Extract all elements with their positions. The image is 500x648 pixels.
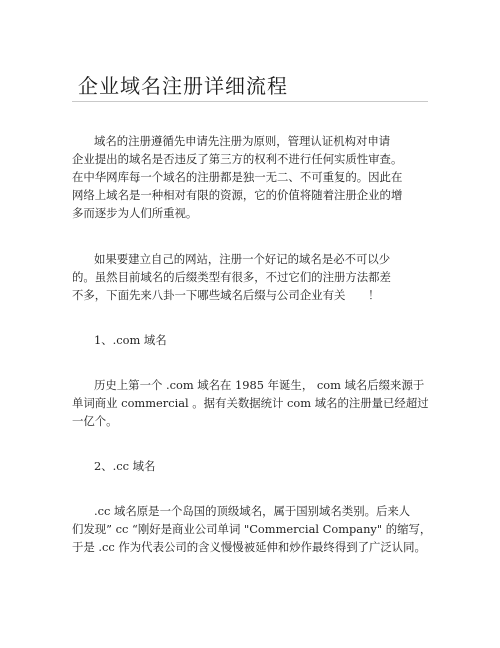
paragraph-line: 们发现” cc “刚好是商业公司单词 "Commercial Company" 的缩写，	[72, 522, 432, 536]
paragraph-website-domain-intro	[72, 250, 428, 304]
paragraph-line: 的。虽然目前域名的后缀类型有很多，不过它们的注册方法都差	[72, 270, 391, 284]
paragraph-line: 于是 .cc 作为代表公司的含义慢慢被延伸和炒作最终得到了广泛认同。	[72, 540, 426, 554]
paragraph-line: 多而逐步为人们所重视。	[72, 206, 198, 220]
paragraph-line: 一亿个。	[72, 414, 118, 428]
section-heading-cc: 2、.cc 域名	[94, 459, 156, 473]
paragraph-line: 不多，下面先来八卦一下哪些域名后缀与公司企业有关 ！	[72, 288, 380, 302]
paragraph-line: 网络上域名是一种相对有限的资源，它的价值将随着注册企业的增	[72, 188, 403, 202]
paragraph-com-domain	[72, 376, 428, 430]
paragraph-domain-registration-principle	[72, 132, 428, 222]
paragraph-line: 在中华网库每一个域名的注册都是独一无二、不可重复的。因此在	[72, 170, 403, 184]
paragraph-line: 如果要建立自己的网站，注册一个好记的域名是必不可以少	[94, 252, 391, 266]
paragraph-line: 单词商业 commercial 。据有关数据统计 com 域名的注册量已经超过	[72, 396, 429, 410]
title-divider	[72, 101, 428, 102]
section-heading-com: 1、.com 域名	[94, 333, 167, 347]
paragraph-line: .cc 域名原是一个岛国的顶级域名，属于国别域名类别。后来人	[94, 504, 411, 518]
paragraph-line: 企业提出的域名是否违反了第三方的权利不进行任何实质性审查。	[72, 152, 403, 166]
document-title: 企业域名注册详细流程	[78, 74, 288, 98]
paragraph-line: 域名的注册遵循先申请先注册为原则，管理认证机构对申请	[94, 134, 391, 148]
paragraph-line: 历史上第一个 .com 域名在 1985 年诞生， com 域名后缀来源于	[94, 378, 425, 392]
paragraph-cc-domain	[72, 502, 432, 556]
